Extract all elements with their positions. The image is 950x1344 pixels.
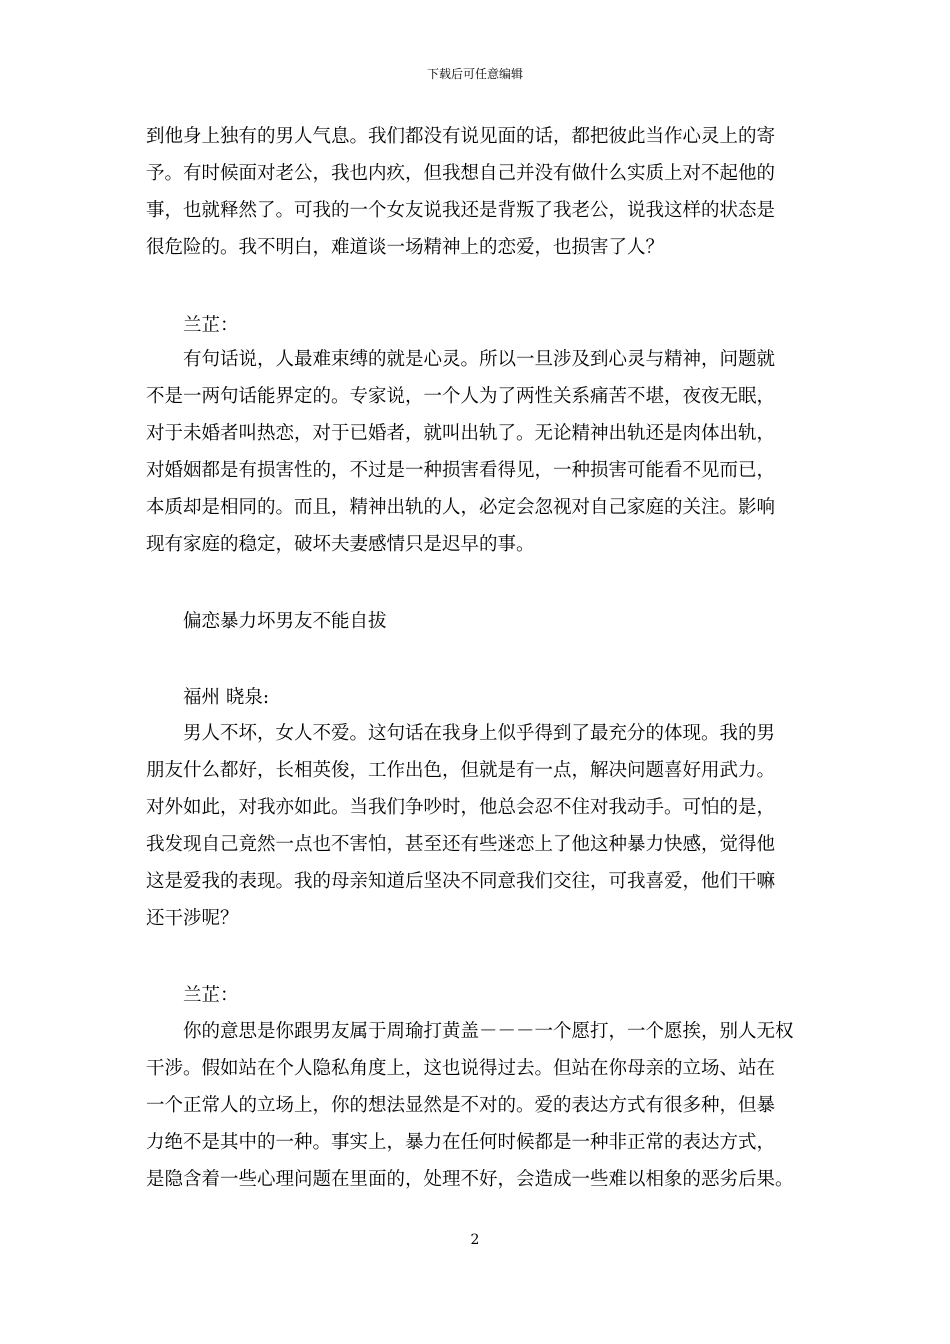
page-header: 下载后可任意编辑 — [426, 67, 523, 81]
speaker-label: 兰芷： — [183, 985, 239, 1006]
text-line: 是隐含着一些心理问题在里面的，处理不好，会造成一些难以相象的恶劣后果。 — [146, 1169, 794, 1190]
text-line: 有句话说，人最难束缚的就是心灵。所以一旦涉及到心灵与精神，问题就 — [183, 349, 776, 370]
text-line: 不是一两句话能界定的。专家说，一个人为了两性关系痛苦不堪，夜夜无眠， — [146, 386, 776, 407]
text-line: 朋友什么都好，长相英俊，工作出色，但就是有一点，解决问题喜好用武力。 — [146, 760, 776, 781]
text-line: 一个正常人的立场上，你的想法显然是不对的。爱的表达方式有很多种，但暴 — [146, 1095, 776, 1116]
text-line: 对外如此，对我亦如此。当我们争吵时，他总会忍不住对我动手。可怕的是， — [146, 797, 776, 818]
text-line: 我发现自己竟然一点也不害怕，甚至还有些迷恋上了他这种暴力快感，觉得他 — [146, 834, 776, 855]
speaker-label: 兰芷： — [183, 315, 239, 336]
text-line: 现有家庭的稳定，破坏夫妻感情只是迟早的事。 — [146, 534, 535, 555]
section-title: 偏恋暴力坏男友不能自拔 — [183, 611, 387, 632]
text-line: 本质却是相同的。而且，精神出轨的人，必定会忽视对自己家庭的关注。影响 — [146, 497, 776, 518]
text-line: 力绝不是其中的一种。事实上，暴力在任何时候都是一种非正常的表达方式， — [146, 1132, 776, 1153]
text-line: 对婚姻都是有损害性的，不过是一种损害看得见，一种损害可能看不见而已， — [146, 460, 776, 481]
text-line: 予。有时候面对老公，我也内疚，但我想自己并没有做什么实质上对不起他的 — [146, 163, 776, 184]
text-line: 对于未婚者叫热恋，对于已婚者，就叫出轨了。无论精神出轨还是肉体出轨， — [146, 423, 776, 444]
text-line: 事，也就释然了。可我的一个女友说我还是背叛了我老公，说我这样的状态是 — [146, 200, 776, 221]
text-line: 这是爱我的表现。我的母亲知道后坚决不同意我们交往，可我喜爱，他们干嘛 — [146, 871, 776, 892]
speaker-label: 福州 晓泉: — [183, 687, 270, 708]
text-line: 还干涉呢？ — [146, 908, 239, 929]
page-number: 2 — [470, 1232, 480, 1248]
text-line: 到他身上独有的男人气息。我们都没有说见面的话，都把彼此当作心灵上的寄 — [146, 126, 776, 147]
text-line: 你的意思是你跟男友属于周瑜打黄盖－－－一个愿打，一个愿挨，别人无权 — [183, 1021, 794, 1042]
text-line: 干涉。假如站在个人隐私角度上，这也说得过去。但站在你母亲的立场、站在 — [146, 1058, 776, 1079]
text-line: 男人不坏，女人不爱。这句话在我身上似乎得到了最充分的体现。我的男 — [183, 723, 776, 744]
text-line: 很危险的。我不明白，难道谈一场精神上的恋爱，也损害了人？ — [146, 237, 665, 258]
